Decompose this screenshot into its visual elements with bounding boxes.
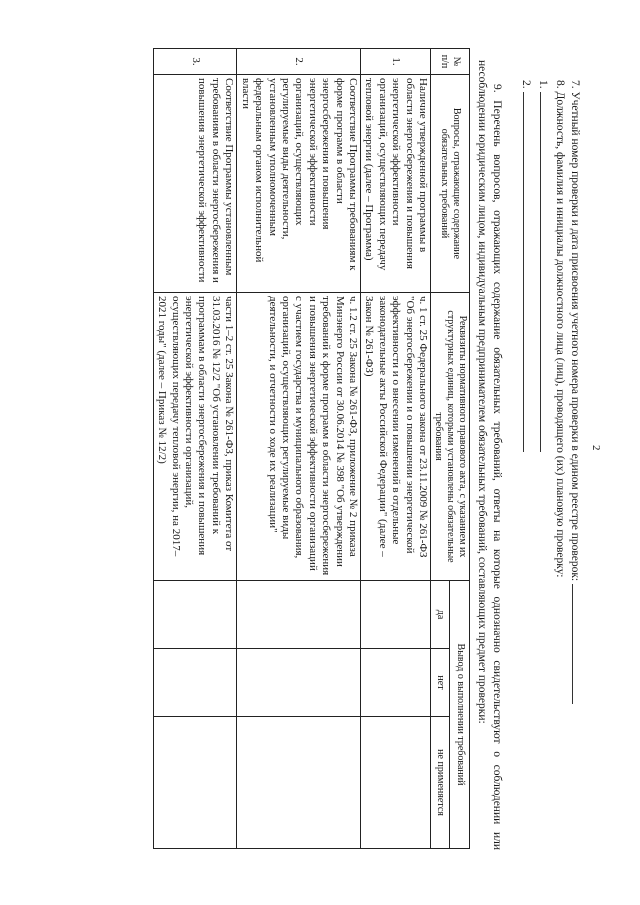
header-num: № п/п — [431, 49, 470, 75]
sub-item-2: 2. — [520, 80, 532, 89]
cell-no[interactable] — [237, 649, 361, 717]
row-requisites: части 1–2 ст. 25 Закона № 261-ФЗ, приказ Комитета от 31.03.2016 № 12/2 "Об установлении требований к программам в области энергосбережения и повышения энергетической эффективности организаций, осуществляющих передачу тепловой энергии, на 2017–2021 годы" (далее – Приказ № 12/2) — [153, 293, 236, 581]
page-number: 2 — [590, 445, 602, 451]
table-row — [360, 49, 430, 849]
cell-not-applicable[interactable] — [153, 717, 236, 849]
header-no: нет — [431, 649, 451, 717]
item-7-text: 7. Учетный номер проверки и дата присвоения учетного номера проверки в едином реестре проверок: — [569, 80, 581, 582]
cell-yes[interactable] — [360, 581, 430, 649]
cell-yes[interactable] — [237, 581, 361, 649]
item-9-text: 9. Перечень вопросов, отражающих содержание обязательных требований, ответы на которые однозначно свидетельствуют о соблюдении или несоблюдении юридическим лицом, индивидуальным предпринимателем обязательных требований, составляющих предмет проверки: — [476, 60, 503, 850]
header-yes: да — [431, 581, 451, 649]
row-requisites: ч. 1.2 ст. 25 Закона № 261-ФЗ, приложение № 2 приказа Минэнерго России от 30.06.2014 № 398 "Об утверждении требований к форме программ в области энергосбережения и повышения энергетической эффективности организаций с участием государства и муниципального образования, организаций, осуществляющих регулируемые виды деятельности, и отчетности о ходе их реализации" — [237, 293, 361, 581]
requirements-table — [153, 48, 470, 849]
sub-item-1: 1. — [537, 80, 549, 89]
preamble — [475, 60, 584, 850]
cell-no[interactable] — [153, 649, 236, 717]
rotated-content — [30, 30, 610, 875]
cell-no[interactable] — [360, 649, 430, 717]
table-row — [237, 49, 361, 849]
header-question: Вопросы, отражающие содержание обязательных требований — [431, 75, 470, 293]
header-not-applicable: не применяется — [431, 717, 451, 849]
row-number: 3. — [153, 49, 236, 75]
row-question: Наличие утвержденной программы в области энергосбережения и повышения энергетической эффективности организаций, осуществляющих передачу тепловой энергии (далее – Программа) — [360, 75, 430, 293]
sub-item-1-line — [540, 92, 552, 452]
row-question: Соответствие Программы установленным требованиям в области энергосбережения и повышения энергетической эффективности — [153, 75, 236, 293]
header-conclusion: Вывод о выполнении требований — [450, 581, 470, 849]
header-requisites: Реквизиты нормативного правового акта, с указанием их структурных единиц, которыми установлены обязательные требования — [431, 293, 470, 581]
cell-not-applicable[interactable] — [237, 717, 361, 849]
cell-yes[interactable] — [153, 581, 236, 649]
item-7-blank-line — [572, 584, 584, 704]
row-number: 2. — [237, 49, 361, 75]
row-number: 1. — [360, 49, 430, 75]
row-requisites: ч. 1 ст. 25 Федерального закона от 23.11.2009 № 261-ФЗ "Об энергосбережении и о повышении энергетической эффективности и о внесении изменений в отдельные законодательные акты Российской Федерации" (далее – Закон № 261-ФЗ) — [360, 293, 430, 581]
item-8-text: 8. Должность, фамилия и инициалы должностного лица (лиц), проводящего (их) плановую проверку: — [554, 80, 566, 578]
row-question: Соответствие Программы требованиям к форме программ в области энергосбережения и повышения энергетической эффективности организаций, осуществляющих регулируемые виды деятельности, установленным уполномоченным федеральным органом исполнительной власти — [237, 75, 361, 293]
cell-not-applicable[interactable] — [360, 717, 430, 849]
table-header-row — [450, 49, 470, 849]
sub-item-2-line — [523, 92, 535, 452]
table-row — [153, 49, 236, 849]
